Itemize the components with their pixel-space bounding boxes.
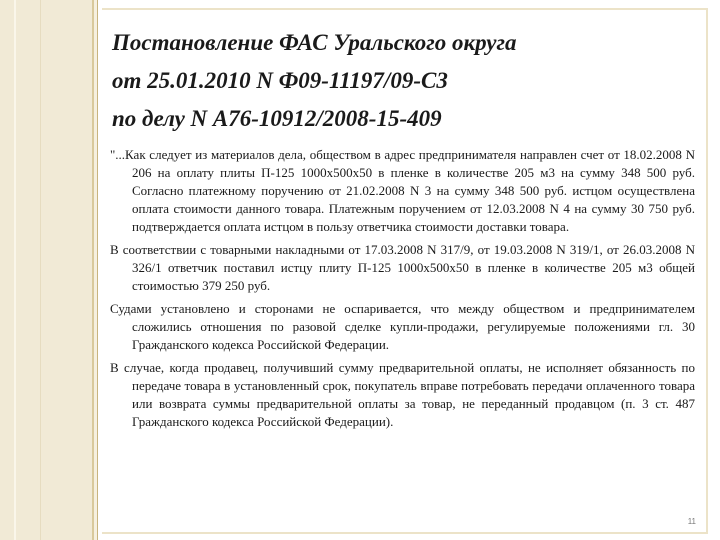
slide-title	[112, 24, 702, 138]
page-number: 11	[687, 517, 696, 526]
title-line-2: от 25.01.2010 N Ф09-11197/09-С3	[112, 68, 448, 93]
frame-right-line	[706, 8, 708, 534]
decorative-divider	[92, 0, 102, 540]
frame-bottom-line	[102, 532, 708, 534]
paragraph-invoice-payment: "...Как следует из материалов дела, обществом в адрес предпринимателя направлен счет от 18.02.2008 N 206 на оплату плиты П-125 1000х500х50 в пленке в количестве 205 м3 на сумму 348 500 руб. Согласно платежному поручению от 21.02.2008 N 3 на сумму 348 500 руб. истцом осуществлена оплата стоимости данного товара. Платежным поручением от 12.03.2008 N 4 на сумму 30 750 руб. подтверждается оплата истцом в пользу ответчика стоимости доставки товара.	[110, 147, 695, 234]
paragraph-sale-relationship: Судами установлено и сторонами не оспаривается, что между обществом и предпринимателем сложились отношения по разовой сделке купли-продажи, регулируемые положениями гл. 30 Гражданского кодекса Российской Федерации.	[110, 301, 695, 352]
paragraph-delivery-notes: В соответствии с товарными накладными от 17.03.2008 N 317/9, от 19.03.2008 N 319/1, от 26.03.2008 N 326/1 ответчик поставил истцу плиту П-125 1000х500х50 в пленке в количестве 205 м3 общей стоимостью 379 250 руб.	[110, 242, 695, 293]
title-line-3: по делу N А76-10912/2008-15-409	[112, 106, 442, 131]
paragraph-buyer-rights: В случае, когда продавец, получивший сумму предварительной оплаты, не исполняет обязанность по передаче товара в установленный срок, покупатель вправе потребовать передачи оплаченного товара или возврата суммы предварительной оплаты за товар, не переданный продавцом (п. 3 ст. 487 Гражданского кодекса Российской Федерации).	[110, 360, 695, 429]
document-body	[110, 146, 695, 436]
frame-top-line	[102, 8, 708, 10]
title-line-1: Постановление ФАС Уральского округа	[112, 30, 517, 55]
decorative-left-band	[0, 0, 92, 540]
